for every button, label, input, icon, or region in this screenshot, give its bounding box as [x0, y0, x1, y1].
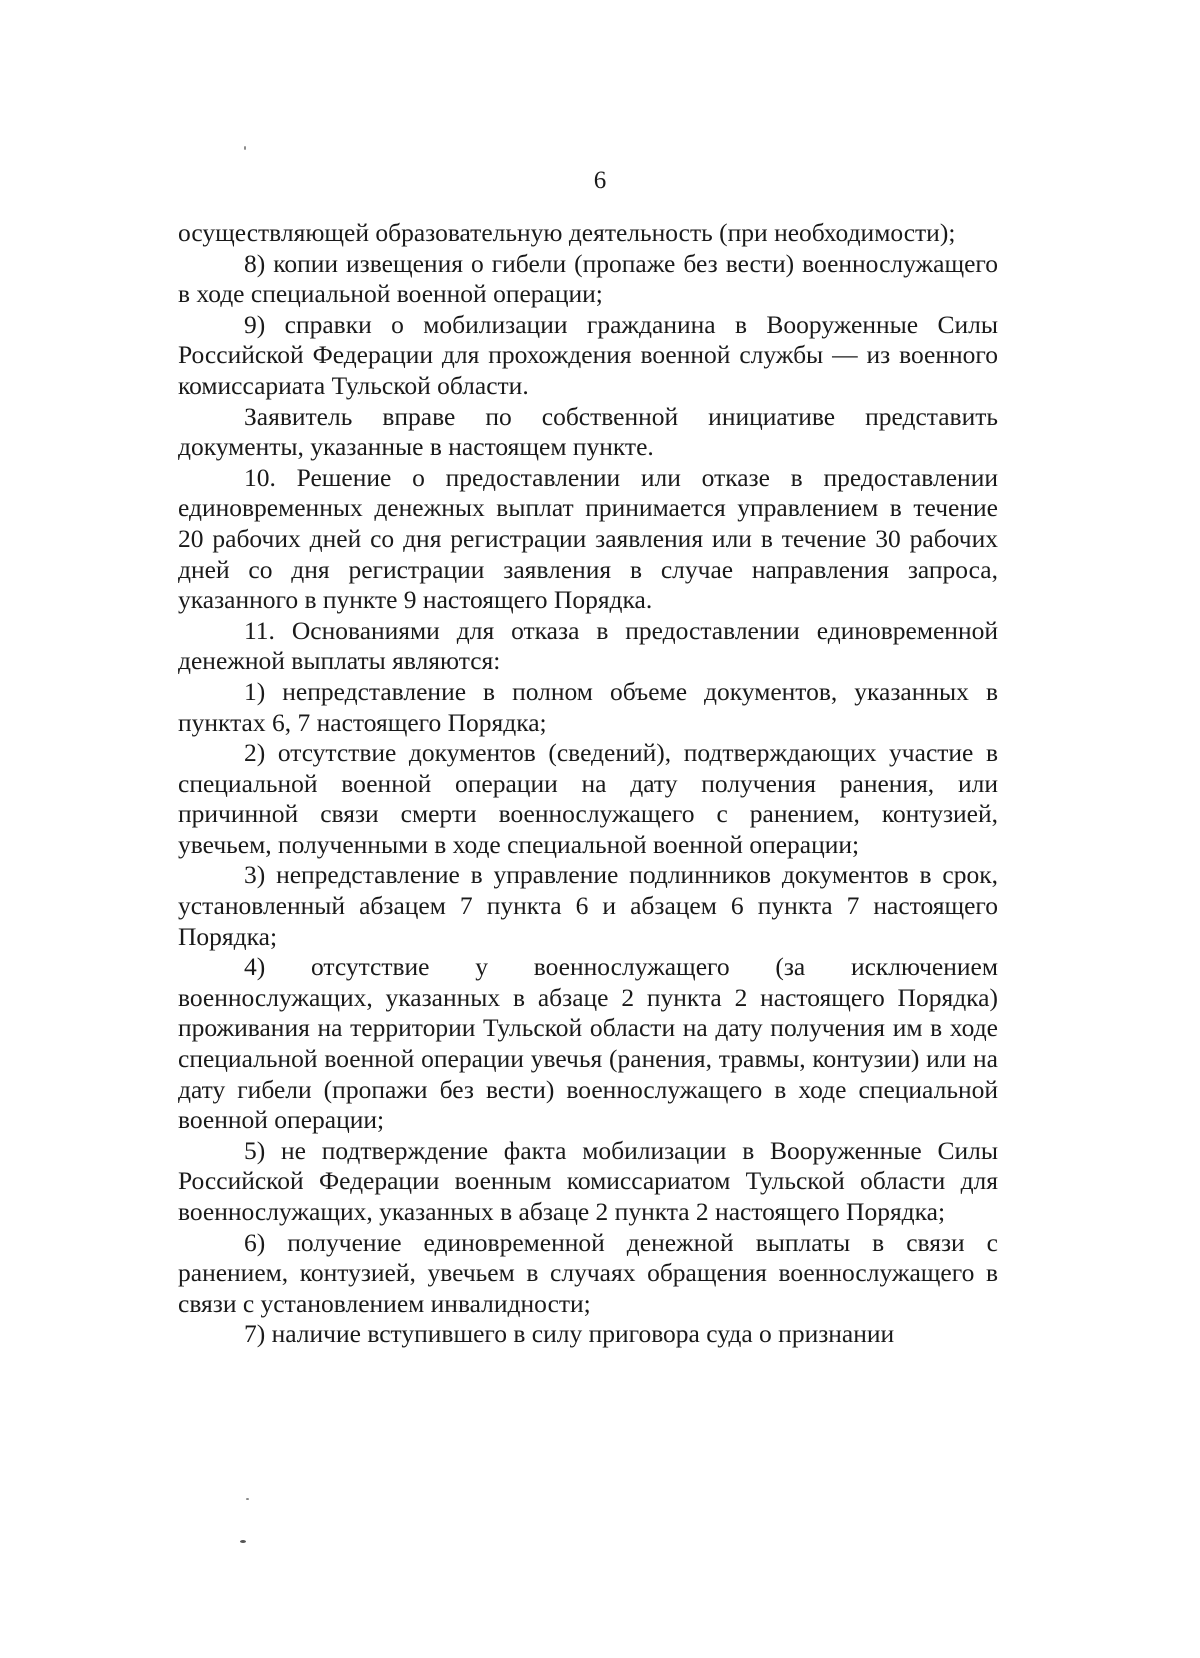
paragraph-2: 8) копии извещения о гибели (пропаже без вести) военнослужащего в ходе специальной военной операции; [178, 248, 998, 309]
paragraph-13: 7) наличие вступившего в силу приговора суда о признании [244, 1319, 895, 1349]
paragraph-6: 11. Основаниями для отказа в предоставлении единовременной денежной выплаты являются: [178, 615, 998, 676]
scan-speck [244, 146, 246, 150]
paragraph-9: 3) непредставление в управление подлинников документов в срок, установленный абзацем 7 пункта 6 и абзацем 6 пункта 7 настоящего Порядка; [178, 860, 998, 951]
paragraph-11: 5) не подтверждение факта мобилизации в Вооруженные Силы Российской Федерации военным комиссариатом Тульской области для военнослужащих, указанных в абзаце 2 пункта 2 настоящего Порядка; [178, 1135, 998, 1226]
paragraph-8: 2) отсутствие документов (сведений), подтверждающих участие в специальной военной операции на дату получения ранения, или причинной связи смерти военнослужащего с ранением, контузией, увечьем, полученными в ходе специальной военной операции; [178, 738, 998, 859]
scan-speck [246, 1498, 249, 1500]
document-body [178, 218, 998, 1350]
scan-speck [240, 1540, 246, 1543]
paragraph-3: 9) справки о мобилизации гражданина в Вооруженные Силы Российской Федерации для прохождения военной службы — из военного комиссариата Тульской области. [178, 309, 998, 400]
paragraph-4: Заявитель вправе по собственной инициативе представить документы, указанные в настоящем пункте. [178, 401, 998, 462]
paragraph-12: 6) получение единовременной денежной выплаты в связи с ранением, контузией, увечьем в случаях обращения военнослужащего в связи с установлением инвалидности; [178, 1227, 998, 1318]
page-number: 6 [593, 167, 607, 194]
paragraph-10: 4) отсутствие у военнослужащего (за исключением военнослужащих, указанных в абзаце 2 пункта 2 настоящего Порядка) проживания на территории Тульской области на дату получения им в ходе специальной военной операции увечья (ранения, травмы, контузии) или на дату гибели (пропажи без вести) военнослужащего в ходе специальной военной операции; [178, 952, 998, 1135]
paragraph-7: 1) непредставление в полном объеме документов, указанных в пунктах 6, 7 настоящего Порядка; [178, 676, 998, 737]
paragraph-1: осуществляющей образовательную деятельность (при необходимости); [178, 218, 956, 247]
paragraph-5: 10. Решение о предоставлении или отказе в предоставлении единовременных денежных выплат принимается управлением в течение 20 рабочих дней со дня регистрации заявления или в течение 30 рабочих дней со дня регистрации заявления в случае направления запроса, указанного в пункте 9 настоящего Порядка. [178, 462, 998, 615]
